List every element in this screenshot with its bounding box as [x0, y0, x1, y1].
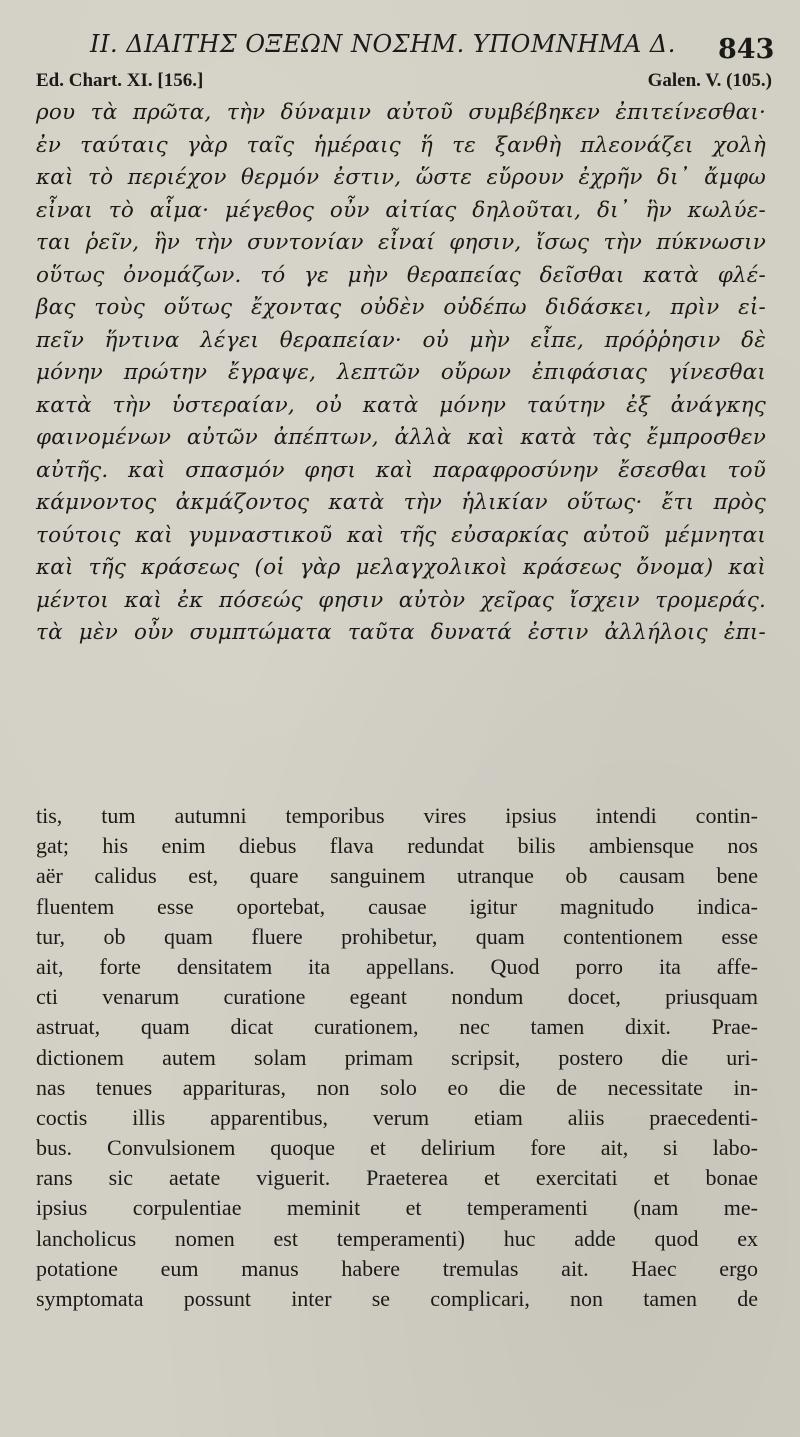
greek-line: καὶ τὸ περιέχον θερμόν ἐστιν, ὥστε εὔρουν ἐχρῆν δι᾽ ἄμφω [36, 165, 766, 190]
latin-line: bus. Convulsionem quoque et delirium fore ait, si labo- [36, 1135, 758, 1161]
running-head: II. ΔΙΑΙΤΗΣ ΟΞΕΩΝ ΝΟΣΗΜ. ΥΠΟΜΝΗΜΑ Δ. [90, 30, 676, 58]
latin-line: gat; his enim diebus flava redundat bilis ambiensque nos [36, 833, 758, 859]
latin-line: dictionem autem solam primam scripsit, postero die uri- [36, 1044, 758, 1070]
latin-line: rans sic aetate viguerit. Praeterea et exercitati et bonae [36, 1165, 758, 1191]
greek-line: μέντοι καὶ ἐκ πόσεώς φησιν αὐτὸν χεῖρας ἴσχειν τρομεράς. [36, 587, 766, 613]
greek-line: τούτοις καὶ γυμναστικοῦ καὶ τῆς εὐσαρκίας αὐτοῦ μέμνηται [36, 522, 766, 548]
latin-line: nas tenues apparituras, non solo eo die de necessitate in- [36, 1074, 758, 1100]
latin-line: potatione eum manus habere tremulas ait. Haec ergo [36, 1255, 758, 1281]
latin-line: lancholicus nomen est temperamenti) huc adde quod ex [36, 1225, 758, 1251]
latin-line: ipsius corpulentiae meminit et temperamenti (nam me- [36, 1195, 758, 1221]
page-number: 843 [718, 34, 775, 65]
greek-line: μόνην πρώτην ἔγραψε, λεπτῶν οὔρων ἐπιφάσιας γίνεσθαι [36, 360, 766, 385]
edition-chartier: Ed. Chart. XI. [156.] [36, 70, 204, 91]
latin-line: ait, forte densitatem ita appellans. Quod porro ita affe- [36, 953, 758, 979]
latin-line: coctis illis apparentibus, verum etiam aliis praecedenti- [36, 1104, 758, 1130]
greek-line: ται ῥεῖν, ἣν τὴν συντονίαν εἶναί φησιν, ἴσως τὴν πύκνωσιν [36, 230, 766, 255]
latin-line: fluentem esse oportebat, causae igitur magnitudo indica- [36, 893, 758, 919]
latin-text-block [36, 801, 758, 1314]
latin-line: astruat, quam dicat curationem, nec tamen dixit. Prae- [36, 1014, 758, 1040]
greek-line: τὰ μὲν οὖν συμπτώματα ταῦτα δυνατά ἐστιν ἀλλήλοις ἐπι- [36, 620, 766, 645]
greek-line: οὕτως ὀνομάζων. τό γε μὴν θεραπείας δεῖσθαι κατὰ φλέ- [36, 262, 766, 288]
greek-line: αὐτῆς. καὶ σπασμόν φησι καὶ παραφροσύνην ἔσεσθαι τοῦ [36, 457, 766, 483]
greek-line: καὶ τῆς κράσεως (οἱ γὰρ μελαγχολικοὶ κράσεως ὄνομα) καὶ [36, 555, 766, 580]
latin-line: tis, tum autumni temporibus vires ipsius intendi contin- [36, 803, 758, 828]
latin-line: aër calidus est, quare sanguinem utranque ob causam bene [36, 863, 758, 889]
greek-line: ἐν ταύταις γὰρ ταῖς ἡμέραις ἥ τε ξανθὴ πλεονάζει χολὴ [36, 132, 766, 158]
greek-line: πεῖν ἥντινα λέγει θεραπείαν· οὐ μὴν εἶπε, πρόῤῥησιν δὲ [36, 327, 766, 353]
greek-line: κάμνοντος ἀκμάζοντος κατὰ τὴν ἡλικίαν οὕτως· ἔτι πρὸς [36, 490, 766, 515]
latin-line: tur, ob quam fluere prohibetur, quam contentionem esse [36, 923, 758, 949]
greek-text-block [36, 97, 766, 650]
greek-line: βας τοὺς οὕτως ἔχοντας οὐδὲν οὐδέπω διδάσκει, πρὶν εἰ- [36, 295, 766, 320]
latin-line: symptomata possunt inter se complicari, non tamen de [36, 1286, 758, 1311]
edition-galen: Galen. V. (105.) [647, 70, 772, 91]
greek-line: ρου τὰ πρῶτα, τὴν δύναμιν αὐτοῦ συμβέβηκεν ἐπιτείνεσθαι· [36, 100, 766, 125]
greek-line: φαινομένων αὐτῶν ἀπέπτων, ἀλλὰ καὶ κατὰ τὰς ἔμπροσθεν [36, 425, 766, 450]
latin-line: cti venarum curatione egeant nondum docet, priusquam [36, 984, 758, 1010]
greek-line: κατὰ τὴν ὑστεραίαν, οὐ κατὰ μόνην ταύτην ἐξ ἀνάγκης [36, 392, 766, 418]
greek-line: εἶναι τὸ αἷμα· μέγεθος οὖν αἰτίας δηλοῦται, δι᾽ ἣν κωλύε- [36, 197, 766, 223]
